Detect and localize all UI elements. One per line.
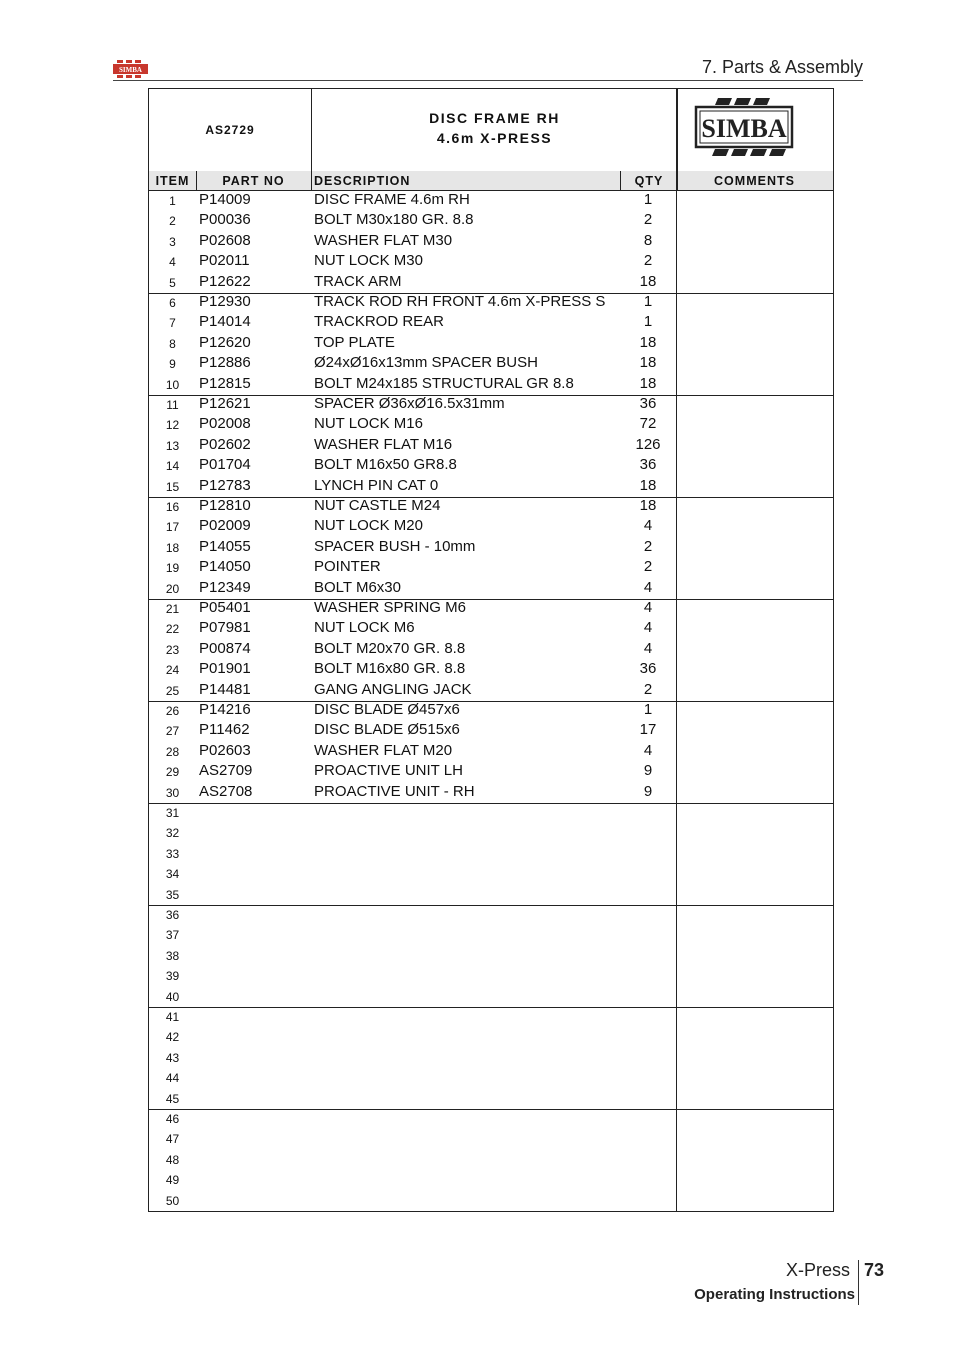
part-number: P00874 bbox=[199, 639, 251, 657]
part-number: P14009 bbox=[199, 191, 251, 208]
part-number: P14481 bbox=[199, 680, 251, 698]
item-number: 7 bbox=[169, 316, 176, 331]
part-number: P05401 bbox=[199, 599, 251, 616]
part-description: BOLT M20x70 GR. 8.8 bbox=[314, 639, 466, 657]
item-number: 19 bbox=[165, 561, 180, 576]
part-description: TRACKROD REAR bbox=[314, 313, 445, 331]
item-number: 35 bbox=[165, 887, 180, 902]
part-description: PROACTIVE UNIT LH bbox=[314, 762, 463, 780]
item-number: 10 bbox=[165, 377, 180, 392]
item-number: 45 bbox=[165, 1091, 180, 1106]
part-number: P12930 bbox=[199, 293, 251, 310]
quantity: 1 bbox=[643, 293, 653, 310]
item-number: 40 bbox=[165, 989, 180, 1004]
part-description: BOLT M24x185 STRUCTURAL GR 8.8 bbox=[314, 374, 574, 392]
part-number: P02009 bbox=[199, 517, 251, 535]
quantity: 1 bbox=[643, 701, 653, 718]
comments-divider-top bbox=[676, 89, 677, 190]
part-description: BOLT M30x180 GR. 8.8 bbox=[314, 211, 474, 229]
parts-sheet bbox=[148, 88, 834, 1212]
part-description: NUT LOCK M16 bbox=[314, 415, 423, 433]
part-number: P12886 bbox=[199, 354, 251, 372]
part-number: P02608 bbox=[199, 231, 251, 249]
quantity: 2 bbox=[643, 252, 653, 270]
table-row bbox=[149, 334, 833, 354]
column-header-row bbox=[149, 171, 833, 191]
table-row bbox=[149, 293, 833, 313]
item-number: 14 bbox=[165, 459, 180, 474]
table-row bbox=[149, 252, 833, 272]
item-number: 2 bbox=[169, 214, 176, 229]
header-rule bbox=[113, 80, 863, 81]
quantity: 9 bbox=[643, 762, 653, 780]
col-description: DESCRIPTION bbox=[314, 174, 411, 188]
item-number: 33 bbox=[165, 846, 180, 861]
quantity: 4 bbox=[643, 517, 653, 535]
table-row bbox=[149, 579, 833, 599]
item-number: 8 bbox=[169, 336, 176, 351]
table-row bbox=[149, 885, 833, 905]
table-row bbox=[149, 415, 833, 435]
section-title: 7. Parts & Assembly bbox=[701, 57, 863, 77]
table-row bbox=[149, 1170, 833, 1190]
part-number: P02603 bbox=[199, 741, 251, 759]
part-description: SPACER Ø36xØ16.5x31mm bbox=[314, 395, 505, 412]
item-number: 50 bbox=[165, 1193, 180, 1208]
table-row bbox=[149, 538, 833, 558]
quantity: 18 bbox=[639, 272, 657, 290]
part-description: TRACK ROD RH FRONT 4.6m X-PRESS S bbox=[314, 293, 606, 310]
title-block bbox=[149, 89, 833, 172]
part-number: P12621 bbox=[199, 395, 251, 412]
part-description: Ø24xØ16x13mm SPACER BUSH bbox=[314, 354, 538, 372]
table-row bbox=[149, 191, 833, 211]
table-row bbox=[149, 436, 833, 456]
part-number: P02602 bbox=[199, 435, 251, 453]
part-number: P12815 bbox=[199, 374, 251, 392]
table-row bbox=[149, 966, 833, 986]
table-row bbox=[149, 1191, 833, 1211]
table-row bbox=[149, 232, 833, 252]
page-number: 73 bbox=[864, 1260, 885, 1280]
item-number: 3 bbox=[169, 234, 176, 249]
table-row bbox=[149, 905, 833, 925]
table-row bbox=[149, 803, 833, 823]
item-number: 23 bbox=[165, 642, 180, 657]
part-description: WASHER FLAT M30 bbox=[314, 231, 453, 249]
quantity: 9 bbox=[643, 782, 653, 800]
table-row bbox=[149, 925, 833, 945]
quantity: 72 bbox=[639, 415, 657, 433]
part-number: AS2709 bbox=[199, 762, 253, 780]
quantity: 8 bbox=[643, 231, 653, 249]
item-number: 5 bbox=[169, 275, 176, 290]
table-row bbox=[149, 660, 833, 680]
item-number: 17 bbox=[165, 520, 180, 535]
part-number: P12349 bbox=[199, 578, 251, 596]
part-number: P14050 bbox=[199, 558, 251, 576]
part-description: WASHER FLAT M20 bbox=[314, 741, 453, 759]
quantity: 1 bbox=[643, 191, 653, 208]
table-row bbox=[149, 783, 833, 803]
quantity: 4 bbox=[643, 639, 653, 657]
simba-logo-small bbox=[113, 60, 148, 78]
item-number: 6 bbox=[169, 296, 176, 310]
table-row bbox=[149, 517, 833, 537]
item-number: 21 bbox=[165, 602, 180, 616]
document-subtitle: Operating Instructions bbox=[694, 1286, 855, 1303]
table-row bbox=[149, 1007, 833, 1027]
item-number: 46 bbox=[165, 1112, 180, 1126]
table-row bbox=[149, 946, 833, 966]
quantity: 2 bbox=[643, 680, 653, 698]
quantity: 2 bbox=[643, 558, 653, 576]
table-row bbox=[149, 681, 833, 701]
part-number: P01901 bbox=[199, 660, 251, 678]
part-number: P12622 bbox=[199, 272, 251, 290]
part-description: LYNCH PIN CAT 0 bbox=[314, 476, 439, 494]
item-number: 34 bbox=[165, 867, 180, 882]
table-row bbox=[149, 844, 833, 864]
col-qty: QTY bbox=[620, 171, 678, 190]
part-number: P07981 bbox=[199, 619, 251, 637]
product-name: X-Press bbox=[786, 1260, 851, 1280]
table-row bbox=[149, 987, 833, 1007]
quantity: 18 bbox=[639, 374, 657, 392]
part-description: NUT LOCK M6 bbox=[314, 619, 415, 637]
description-line-2: 4.6m X-PRESS bbox=[436, 130, 553, 146]
part-description: NUT CASTLE M24 bbox=[314, 497, 441, 514]
part-number: P12620 bbox=[199, 333, 251, 351]
item-number: 24 bbox=[165, 663, 180, 678]
quantity: 36 bbox=[639, 660, 657, 678]
item-number: 43 bbox=[165, 1050, 180, 1065]
quantity: 36 bbox=[639, 456, 657, 474]
table-row bbox=[149, 742, 833, 762]
item-number: 48 bbox=[165, 1152, 180, 1167]
table-row bbox=[149, 497, 833, 517]
item-number: 12 bbox=[165, 418, 180, 433]
part-number: P01704 bbox=[199, 456, 251, 474]
quantity: 18 bbox=[639, 497, 657, 514]
item-number: 1 bbox=[169, 194, 176, 208]
part-number: P12783 bbox=[199, 476, 251, 494]
assembly-description bbox=[311, 89, 678, 171]
part-description: NUT LOCK M30 bbox=[314, 252, 423, 270]
item-number: 20 bbox=[165, 581, 180, 596]
quantity: 1 bbox=[643, 313, 653, 331]
item-number: 11 bbox=[166, 398, 179, 412]
quantity: 2 bbox=[643, 211, 653, 229]
item-number: 18 bbox=[165, 540, 180, 555]
quantity: 17 bbox=[639, 721, 657, 739]
logo-small-text: SIMBA bbox=[119, 66, 142, 74]
table-row bbox=[149, 599, 833, 619]
item-number: 22 bbox=[165, 622, 180, 637]
item-number: 38 bbox=[165, 948, 180, 963]
part-number: AS2708 bbox=[199, 782, 253, 800]
item-number: 13 bbox=[165, 438, 180, 453]
table-row bbox=[149, 1129, 833, 1149]
assembly-code: AS2729 bbox=[205, 123, 255, 137]
part-description: DISC BLADE Ø457x6 bbox=[314, 701, 460, 718]
simba-logo bbox=[694, 96, 794, 158]
part-description: BOLT M6x30 bbox=[314, 578, 401, 596]
table-row bbox=[149, 273, 833, 293]
item-number: 28 bbox=[165, 744, 180, 759]
table-row bbox=[149, 823, 833, 843]
item-number: 49 bbox=[165, 1173, 180, 1188]
quantity: 2 bbox=[643, 537, 653, 555]
item-number: 44 bbox=[165, 1071, 180, 1086]
item-number: 27 bbox=[165, 724, 180, 739]
description-line-1: DISC FRAME RH bbox=[429, 110, 560, 126]
part-number: P12810 bbox=[199, 497, 251, 514]
item-number: 42 bbox=[165, 1030, 180, 1045]
table-row bbox=[149, 640, 833, 660]
part-description: DISC FRAME 4.6m RH bbox=[314, 191, 470, 208]
quantity: 18 bbox=[639, 476, 657, 494]
part-number: P00036 bbox=[199, 211, 251, 229]
quantity: 18 bbox=[639, 333, 657, 351]
item-number: 32 bbox=[165, 826, 180, 841]
part-description: POINTER bbox=[314, 558, 381, 576]
quantity: 4 bbox=[643, 619, 653, 637]
table-row bbox=[149, 1089, 833, 1109]
table-row bbox=[149, 477, 833, 497]
item-number: 47 bbox=[165, 1132, 180, 1147]
table-row bbox=[149, 701, 833, 721]
col-comments: COMMENTS bbox=[714, 174, 795, 188]
item-number: 25 bbox=[165, 683, 180, 698]
quantity: 4 bbox=[643, 578, 653, 596]
table-row bbox=[149, 721, 833, 741]
table-row bbox=[149, 1109, 833, 1129]
table-row bbox=[149, 211, 833, 231]
quantity: 18 bbox=[639, 354, 657, 372]
table-row bbox=[149, 1048, 833, 1068]
quantity: 4 bbox=[643, 599, 653, 616]
part-description: BOLT M16x80 GR. 8.8 bbox=[314, 660, 466, 678]
part-description: TOP PLATE bbox=[314, 333, 395, 351]
part-number: P02008 bbox=[199, 415, 251, 433]
table-row bbox=[149, 1150, 833, 1170]
part-description: WASHER SPRING M6 bbox=[314, 599, 466, 616]
item-number: 36 bbox=[165, 908, 180, 922]
table-row bbox=[149, 1027, 833, 1047]
table-row bbox=[149, 456, 833, 476]
item-number: 41 bbox=[165, 1010, 180, 1024]
item-number: 9 bbox=[169, 357, 176, 372]
part-description: DISC BLADE Ø515x6 bbox=[314, 721, 460, 739]
table-row bbox=[149, 619, 833, 639]
part-number: P14216 bbox=[199, 701, 251, 718]
col-part-no: PART NO bbox=[196, 171, 312, 190]
table-row bbox=[149, 762, 833, 782]
table-row bbox=[149, 395, 833, 415]
part-description: TRACK ARM bbox=[314, 272, 402, 290]
table-row bbox=[149, 375, 833, 395]
col-item: ITEM bbox=[149, 171, 197, 190]
quantity: 126 bbox=[635, 435, 661, 453]
quantity: 4 bbox=[643, 741, 653, 759]
item-number: 16 bbox=[165, 500, 180, 514]
footer-separator bbox=[858, 1260, 859, 1305]
table-row bbox=[149, 313, 833, 333]
item-number: 37 bbox=[165, 928, 180, 943]
logo-text: SIMBA bbox=[701, 114, 787, 143]
item-number: 31 bbox=[165, 806, 180, 820]
part-number: P14014 bbox=[199, 313, 251, 331]
part-description: GANG ANGLING JACK bbox=[314, 680, 472, 698]
table-row bbox=[149, 1068, 833, 1088]
part-number: P11462 bbox=[199, 721, 250, 739]
item-number: 29 bbox=[165, 765, 180, 780]
part-description: PROACTIVE UNIT - RH bbox=[314, 782, 475, 800]
table-row bbox=[149, 354, 833, 374]
table-row bbox=[149, 864, 833, 884]
part-number: P02011 bbox=[199, 252, 250, 270]
part-description: SPACER BUSH - 10mm bbox=[314, 537, 476, 555]
part-description: NUT LOCK M20 bbox=[314, 517, 423, 535]
item-number: 4 bbox=[169, 255, 176, 270]
table-row bbox=[149, 558, 833, 578]
quantity: 36 bbox=[639, 395, 657, 412]
part-description: BOLT M16x50 GR8.8 bbox=[314, 456, 457, 474]
part-description: WASHER FLAT M16 bbox=[314, 435, 453, 453]
item-number: 15 bbox=[165, 479, 180, 494]
part-number: P14055 bbox=[199, 537, 251, 555]
item-number: 39 bbox=[165, 969, 180, 984]
item-number: 26 bbox=[165, 704, 180, 718]
item-number: 30 bbox=[165, 785, 180, 800]
